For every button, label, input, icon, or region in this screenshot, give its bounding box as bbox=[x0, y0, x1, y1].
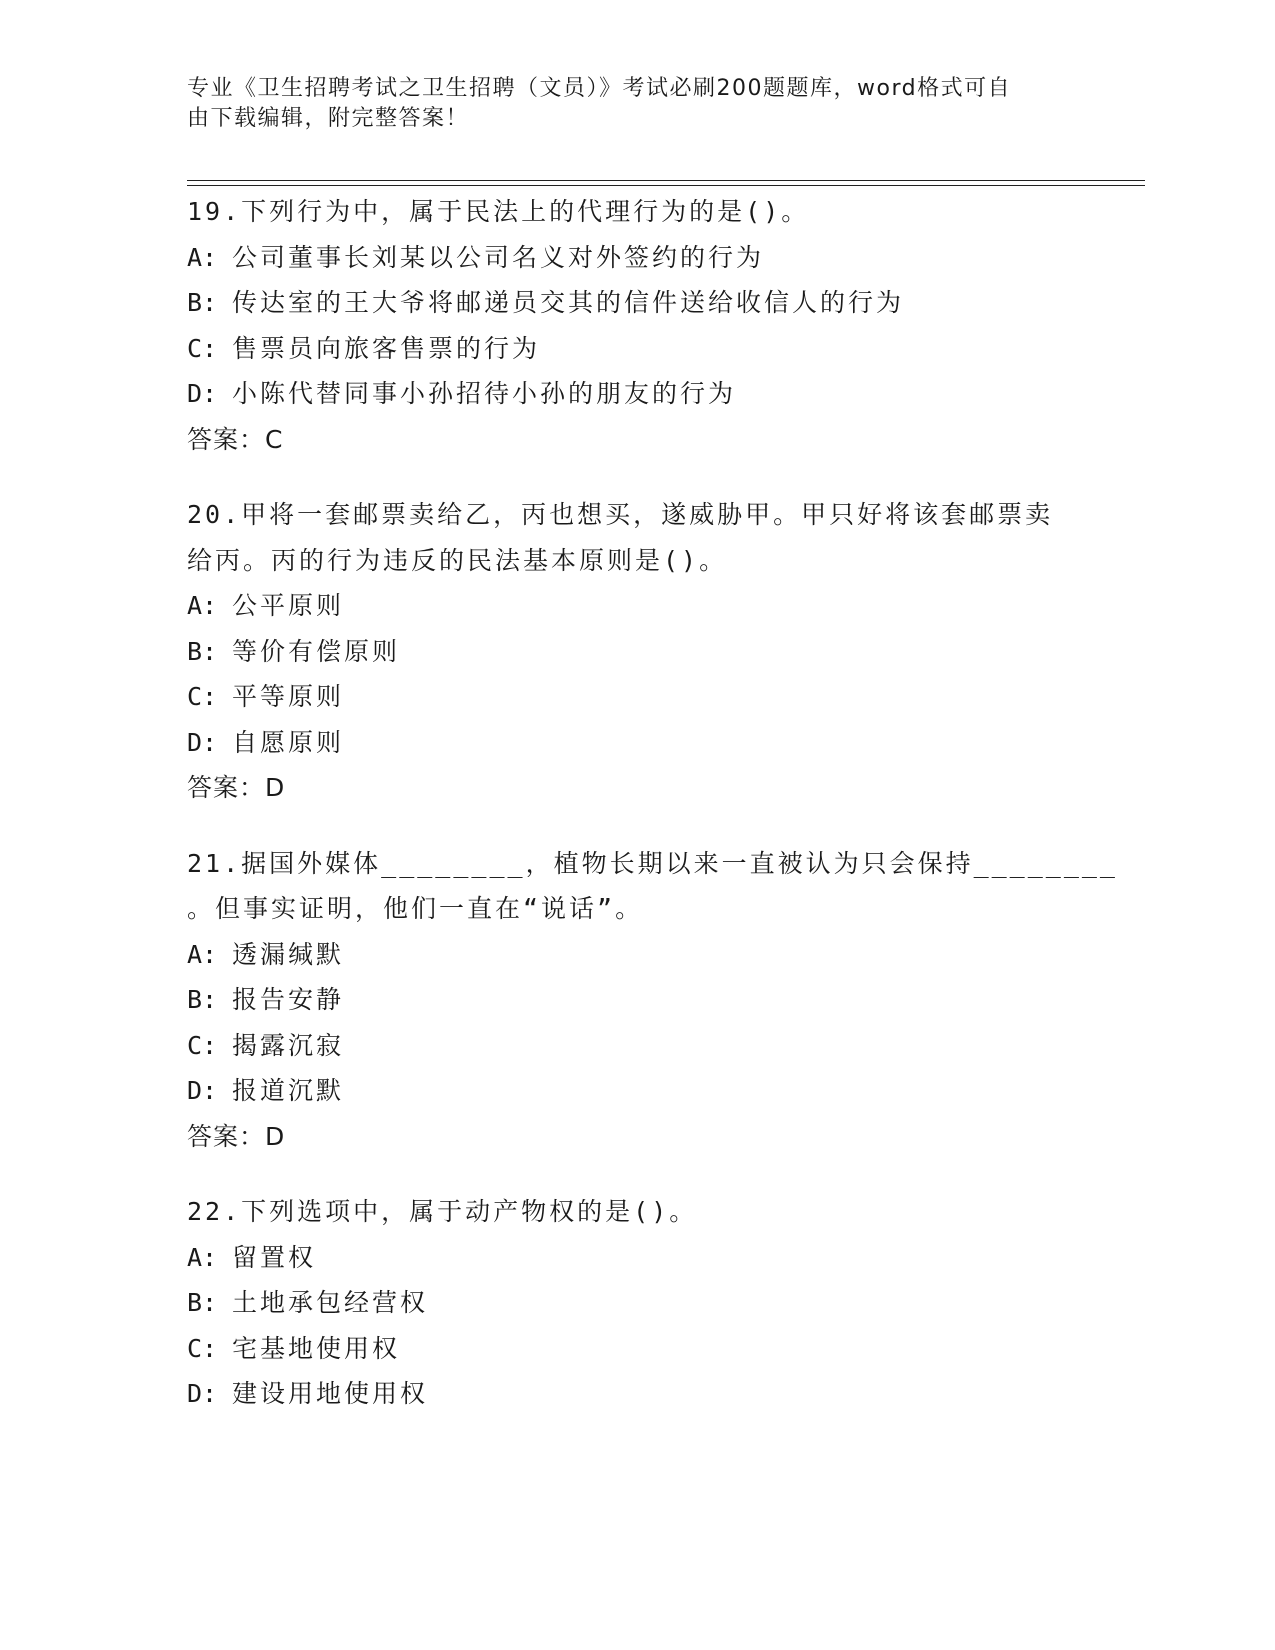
option-letter: D: bbox=[187, 1076, 218, 1105]
option-text: 传达室的王大爷将邮递员交其的信件送给收信人的行为 bbox=[232, 288, 905, 317]
option-a bbox=[187, 932, 1087, 978]
question-20 bbox=[187, 492, 1087, 811]
option-letter: C: bbox=[187, 333, 218, 363]
option-letter: A: bbox=[187, 939, 218, 969]
option-a bbox=[187, 1235, 1087, 1281]
header-divider-bottom bbox=[187, 185, 1145, 186]
option-letter: D: bbox=[187, 1379, 218, 1408]
answer-line: 答案：D bbox=[187, 1121, 286, 1151]
option-letter: B: bbox=[187, 1288, 218, 1317]
option-text: 平等原则 bbox=[232, 682, 345, 711]
header-line-1: 专业《卫生招聘考试之卫生招聘（文员）》考试必刷200题题库，word格式可自 bbox=[187, 76, 1012, 101]
option-c bbox=[187, 1326, 1087, 1372]
option-letter: B: bbox=[187, 636, 218, 666]
option-b bbox=[187, 629, 1087, 675]
option-text: 留置权 bbox=[232, 1242, 317, 1272]
question-stem-line-1: 21.据国外媒体________，植物长期以来一直被认为只会保持________ bbox=[187, 848, 1118, 878]
option-text: 等价有偿原则 bbox=[232, 636, 401, 666]
option-text: 揭露沉寂 bbox=[232, 1030, 345, 1060]
answer-line: 答案：D bbox=[187, 773, 286, 802]
option-d bbox=[187, 371, 1087, 417]
question-stem-line-1: 20.甲将一套邮票卖给乙，丙也想买，遂威胁甲。甲只好将该套邮票卖 bbox=[187, 500, 1054, 529]
option-letter: B: bbox=[187, 985, 218, 1014]
option-d bbox=[187, 1068, 1087, 1114]
option-b bbox=[187, 1280, 1087, 1326]
option-text: 公司董事长刘某以公司名义对外签约的行为 bbox=[232, 242, 765, 272]
option-letter: A: bbox=[187, 1242, 218, 1272]
question-stem-line-2: 。但事实证明，他们一直在“说话”。 bbox=[187, 894, 644, 923]
question-list bbox=[187, 189, 1118, 1447]
option-text: 土地承包经营权 bbox=[232, 1288, 429, 1317]
option-letter: A: bbox=[187, 242, 218, 272]
option-d bbox=[187, 1371, 1087, 1417]
option-text: 小陈代替同事小孙招待小孙的朋友的行为 bbox=[232, 379, 737, 408]
document-header bbox=[187, 74, 1067, 134]
question-stem: 19.下列行为中，属于民法上的代理行为的是()。 bbox=[187, 197, 810, 226]
option-a bbox=[187, 583, 1087, 629]
option-text: 售票员向旅客售票的行为 bbox=[232, 333, 541, 363]
option-b bbox=[187, 977, 1087, 1023]
option-text: 自愿原则 bbox=[232, 727, 345, 757]
option-letter: D: bbox=[187, 379, 218, 408]
option-letter: C: bbox=[187, 1333, 218, 1363]
option-letter: B: bbox=[187, 288, 218, 317]
option-a bbox=[187, 235, 1087, 281]
option-b bbox=[187, 280, 1087, 326]
option-text: 透漏缄默 bbox=[232, 939, 345, 969]
option-text: 公平原则 bbox=[232, 591, 345, 620]
option-c bbox=[187, 326, 1087, 372]
option-letter: C: bbox=[187, 1030, 218, 1060]
option-letter: D: bbox=[187, 727, 218, 757]
answer-line: 答案：C bbox=[187, 424, 284, 454]
question-19 bbox=[187, 189, 1087, 462]
header-line-2: 由下载编辑，附完整答案！ bbox=[187, 106, 470, 131]
option-letter: A: bbox=[187, 591, 218, 620]
header-divider-top bbox=[187, 180, 1145, 181]
option-text: 报告安静 bbox=[232, 985, 345, 1014]
question-21 bbox=[187, 841, 1118, 1160]
question-stem: 22.下列选项中，属于动产物权的是()。 bbox=[187, 1197, 698, 1226]
question-22 bbox=[187, 1189, 1087, 1417]
option-c bbox=[187, 1023, 1087, 1069]
option-text: 宅基地使用权 bbox=[232, 1333, 401, 1363]
option-text: 建设用地使用权 bbox=[232, 1379, 429, 1408]
option-d bbox=[187, 720, 1087, 766]
option-text: 报道沉默 bbox=[232, 1076, 345, 1105]
option-c bbox=[187, 674, 1087, 720]
option-letter: C: bbox=[187, 682, 218, 711]
question-stem-line-2: 给丙。丙的行为违反的民法基本原则是()。 bbox=[187, 545, 728, 575]
